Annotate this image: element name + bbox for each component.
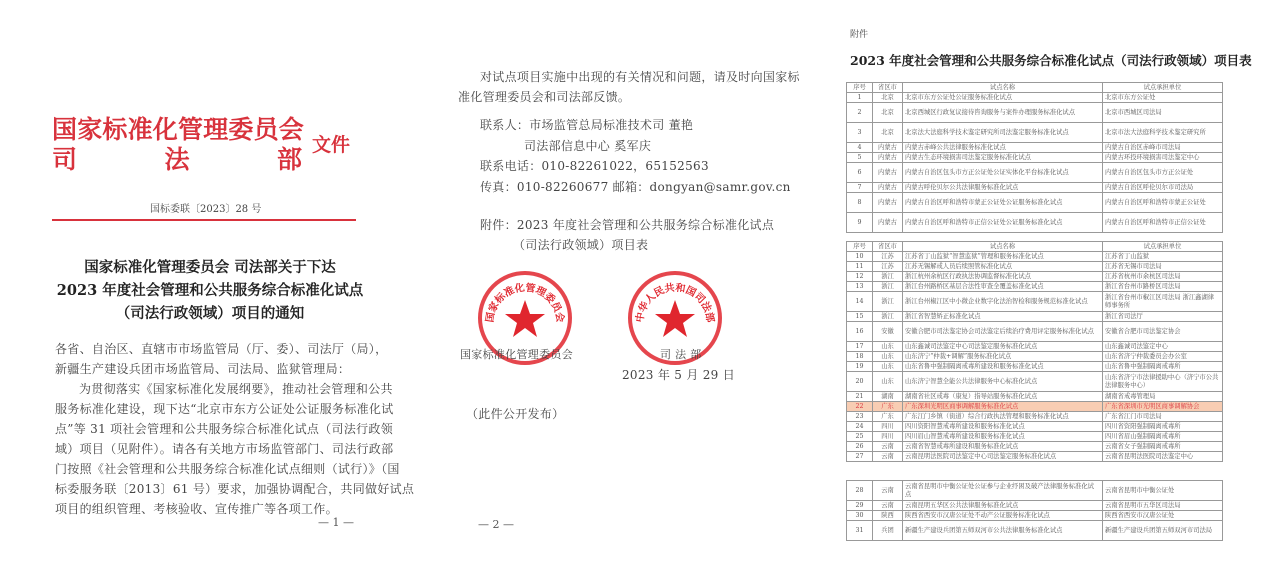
- undertaking-unit-cell: 四川省眉山强制隔离戒毒所: [1103, 432, 1223, 442]
- row-number: 10: [847, 252, 873, 262]
- province-cell: 云南: [873, 501, 903, 511]
- undertaking-unit-cell: 云南省昆明市中衡公证处: [1103, 481, 1223, 501]
- table-header-row: [847, 83, 1223, 93]
- svg-text:中华人民共和国司法部: 中华人民共和国司法部: [634, 282, 716, 324]
- province-cell: 内蒙古: [873, 153, 903, 163]
- project-name-cell: 云南省智慧戒毒所建设和服务标准化试点: [903, 442, 1103, 452]
- column-header: 试点承担单位: [1103, 242, 1223, 252]
- undertaking-unit-cell: 内蒙古自治区呼和浩特市正信公证处: [1103, 213, 1223, 233]
- project-name-cell: 内蒙古生态环境损害司法鉴定服务标准化试点: [903, 153, 1103, 163]
- table-row: [847, 282, 1223, 292]
- row-number: 4: [847, 143, 873, 153]
- province-cell: 北京: [873, 93, 903, 103]
- row-number: 5: [847, 153, 873, 163]
- project-name-cell: 内蒙古自治区呼和浩特市正信公证处公证服务标准化试点: [903, 213, 1103, 233]
- table-row: [847, 252, 1223, 262]
- undertaking-unit-cell: 江苏省杭州市余杭区司法局: [1103, 272, 1223, 282]
- attachment-line: 附件：2023 年度社会管理和公共服务综合标准化试点: [480, 218, 775, 232]
- row-number: 9: [847, 213, 873, 233]
- row-number: 8: [847, 193, 873, 213]
- undertaking-unit-cell: 云南省昆明法医院司法鉴定中心: [1103, 452, 1223, 462]
- column-header: 试点名称: [903, 83, 1103, 93]
- project-name-cell: 内蒙古自治区呼和浩特市蒙正公证处公证服务标准化试点: [903, 193, 1103, 213]
- attachment-line: （司法行政领域）项目表: [513, 238, 649, 252]
- province-cell: 浙江: [873, 292, 903, 312]
- undertaking-unit-cell: 山东省鲁中强制隔离戒毒所: [1103, 362, 1223, 372]
- row-number: 13: [847, 282, 873, 292]
- table-row: [847, 103, 1223, 123]
- undertaking-unit-cell: 云南省昆明市五华区司法局: [1103, 501, 1223, 511]
- undertaking-unit-cell: 湖南省戒毒管理局: [1103, 392, 1223, 402]
- table-row: [847, 272, 1223, 282]
- province-cell: 陕西: [873, 511, 903, 521]
- issue-date: 2023 年 5 月 29 日: [622, 368, 736, 382]
- body-line: 为贯彻落实《国家标准化发展纲要》，推动社会管理和公共: [79, 382, 393, 396]
- undertaking-unit-cell: 浙江省台州市椒江区司法局 浙江鑫湖律师事务所: [1103, 292, 1223, 312]
- project-name-cell: 山东省鲁中强制隔离戒毒所建设和服务标准化试点: [903, 362, 1103, 372]
- province-cell: 山东: [873, 342, 903, 352]
- header-char: 法: [164, 145, 190, 174]
- undertaking-unit-cell: 浙江省台州市路桥区司法局: [1103, 282, 1223, 292]
- column-header: 序号: [847, 242, 873, 252]
- phone-line: 联系电话：010-82261022，65152563: [480, 159, 709, 173]
- body-line: 服务标准化建设，现下达“北京市东方公证处公证服务标准化试: [55, 402, 394, 416]
- table-row: [847, 292, 1223, 312]
- project-name-cell: 广东江门乡镇（街道）综合行政执法管理和服务标准化试点: [903, 412, 1103, 422]
- province-cell: 广东: [873, 402, 903, 412]
- project-name-cell: 北京西城区行政复议接待咨询服务与案件办理服务标准化试点: [903, 103, 1103, 123]
- project-name-cell: 安徽合肥市司法鉴定协会司法鉴定后续治疗费用评定服务标准化试点: [903, 322, 1103, 342]
- row-number: 29: [847, 501, 873, 511]
- table-row: [847, 501, 1223, 511]
- province-cell: 内蒙古: [873, 213, 903, 233]
- star-icon: [505, 300, 545, 337]
- table-row: [847, 442, 1223, 452]
- province-cell: 内蒙古: [873, 183, 903, 193]
- star-icon: [655, 300, 695, 337]
- table-row: [847, 521, 1223, 541]
- province-cell: 四川: [873, 432, 903, 442]
- page-number: — 2 —: [478, 518, 514, 531]
- row-number: 18: [847, 352, 873, 362]
- body-line: 域）项目（见附件）。请各有关地方市场监管部门、司法行政部: [55, 442, 394, 456]
- project-name-cell: 山东鑫诚司法鉴定中心司法鉴定服务标准化试点: [903, 342, 1103, 352]
- project-name-cell: 四川眉山智慧戒毒所建设和服务标准化试点: [903, 432, 1103, 442]
- province-cell: 内蒙古: [873, 143, 903, 153]
- project-name-cell: 云南昆明五华区公共法律服务标准化试点: [903, 501, 1103, 511]
- row-number: 26: [847, 442, 873, 452]
- undertaking-unit-cell: 北京市西城区司法局: [1103, 103, 1223, 123]
- project-name-cell: 山东济宁“仲裁+调解”服务标准化试点: [903, 352, 1103, 362]
- fax-email-line: 传真：010-82260677 邮箱：dongyan@samr.gov.cn: [480, 180, 791, 194]
- body-line: 点”等 31 项社会管理和公共服务综合标准化试点（司法行政领: [55, 422, 394, 436]
- province-cell: 江苏: [873, 262, 903, 272]
- province-cell: 兵团: [873, 521, 903, 541]
- province-cell: 云南: [873, 442, 903, 452]
- row-number: 21: [847, 392, 873, 402]
- province-cell: 江苏: [873, 252, 903, 262]
- row-number: 28: [847, 481, 873, 501]
- project-name-cell: 山东济宁智慧全能公共法律服务中心标准化试点: [903, 372, 1103, 392]
- body-line: 准化管理委员会和司法部反馈。: [458, 90, 631, 104]
- table-row: [847, 143, 1223, 153]
- row-number: 3: [847, 123, 873, 143]
- row-number: 20: [847, 372, 873, 392]
- issuer-header-line2: [52, 140, 302, 176]
- row-number: 25: [847, 432, 873, 442]
- project-name-cell: 云南昆明法医院司法鉴定中心司法鉴定服务标准化试点: [903, 452, 1103, 462]
- table-row: [847, 402, 1223, 412]
- undertaking-unit-cell: 山东省济宁市法律援助中心（济宁市公共法律服务中心）: [1103, 372, 1223, 392]
- province-cell: 云南: [873, 452, 903, 462]
- attachment-label: 附件: [850, 30, 869, 40]
- table-row: [847, 362, 1223, 372]
- project-name-cell: 江苏无锡解戒人员后续照管标准化试点: [903, 262, 1103, 272]
- header-suffix: 文件: [312, 134, 351, 156]
- undertaking-unit-cell: 内蒙古自治区赤峰市司法局: [1103, 143, 1223, 153]
- undertaking-unit-cell: 内蒙古自治区呼和浩特市蒙正公证处: [1103, 193, 1223, 213]
- undertaking-unit-cell: 广东省江门市司法局: [1103, 412, 1223, 422]
- row-number: 16: [847, 322, 873, 342]
- undertaking-unit-cell: 内蒙古自治区包头市方正公证处: [1103, 163, 1223, 183]
- signer-sac: 国家标准化管理委员会: [460, 348, 573, 361]
- column-header: 省区市: [873, 83, 903, 93]
- row-number: 15: [847, 312, 873, 322]
- undertaking-unit-cell: 北京市东方公证处: [1103, 93, 1223, 103]
- table-row: [847, 93, 1223, 103]
- province-cell: 山东: [873, 362, 903, 372]
- row-number: 7: [847, 183, 873, 193]
- table-row: [847, 352, 1223, 362]
- body-line: 标委服务联〔2013〕61 号）要求，加强协调配合，共同做好试点: [55, 482, 415, 496]
- project-name-cell: 内蒙古自治区包头市方正公证处公证实体化平台标准化试点: [903, 163, 1103, 183]
- contact-line: 联系人：市场监管总局标准技术司 董艳: [480, 118, 694, 132]
- province-cell: 广东: [873, 412, 903, 422]
- table-row: [847, 481, 1223, 501]
- project-name-cell: 广东深圳光明区商事调解服务标准化试点: [903, 402, 1103, 412]
- attachment-title: 2023 年度社会管理和公共服务综合标准化试点（司法行政领域）项目表: [850, 53, 1252, 68]
- row-number: 24: [847, 422, 873, 432]
- table-row: [847, 432, 1223, 442]
- province-cell: 内蒙古: [873, 193, 903, 213]
- publication-note: （此件公开发布）: [466, 407, 565, 421]
- project-name-cell: 云南省昆明市中衡公证处公证参与企业纾困及破产法律服务标准化试点: [903, 481, 1103, 501]
- document-title-line: 国家标准化管理委员会 司法部关于下达: [84, 259, 336, 276]
- province-cell: 四川: [873, 422, 903, 432]
- province-cell: 山东: [873, 352, 903, 362]
- table-row: [847, 193, 1223, 213]
- province-cell: 浙江: [873, 272, 903, 282]
- pilot-project-table: [846, 241, 1223, 462]
- undertaking-unit-cell: 内蒙古自治区呼伦贝尔市司法局: [1103, 183, 1223, 193]
- table-row: [847, 412, 1223, 422]
- province-cell: 浙江: [873, 282, 903, 292]
- column-header: 试点名称: [903, 242, 1103, 252]
- row-number: 14: [847, 292, 873, 312]
- province-cell: 云南: [873, 481, 903, 501]
- undertaking-unit-cell: 浙江省司法厅: [1103, 312, 1223, 322]
- row-number: 6: [847, 163, 873, 183]
- undertaking-unit-cell: 江苏省无锡市司法局: [1103, 262, 1223, 272]
- document-number: 国标委联〔2023〕28 号: [150, 204, 262, 215]
- contact-line: 司法部信息中心 奚军庆: [524, 139, 652, 153]
- table-row: [847, 213, 1223, 233]
- table-header-row: [847, 242, 1223, 252]
- column-header: 试点承担单位: [1103, 83, 1223, 93]
- table-row: [847, 392, 1223, 402]
- project-name-cell: 浙江台州椒江区中小微企业数字化法治智检和服务规范标准化试点: [903, 292, 1103, 312]
- body-line: 项目的组织管理、考核验收、宣传推广等各项工作。: [55, 502, 338, 516]
- table-row: [847, 322, 1223, 342]
- project-name-cell: 江苏省丁山监狱“智慧监狱”管理和服务标准化试点: [903, 252, 1103, 262]
- row-number: 11: [847, 262, 873, 272]
- project-name-cell: 北京市东方公证处公证服务标准化试点: [903, 93, 1103, 103]
- project-name-cell: 内蒙古呼伦贝尔公共法律服务标准化试点: [903, 183, 1103, 193]
- row-number: 27: [847, 452, 873, 462]
- project-name-cell: 陕西省西安市汉唐公证处不动产公证服务标准化试点: [903, 511, 1103, 521]
- body-line: 新疆生产建设兵团市场监管局、司法局、监狱管理局：: [55, 362, 351, 376]
- undertaking-unit-cell: 江苏省丁山监狱: [1103, 252, 1223, 262]
- row-number: 12: [847, 272, 873, 282]
- undertaking-unit-cell: 广东省深圳市光明区商事调解协会: [1103, 402, 1223, 412]
- undertaking-unit-cell: 北京市法大法庭科学技术鉴定研究所: [1103, 123, 1223, 143]
- table-row: [847, 511, 1223, 521]
- row-number: 23: [847, 412, 873, 422]
- table-row: [847, 262, 1223, 272]
- project-name-cell: 新疆生产建设兵团第五师双河市公共法律服务标准化试点: [903, 521, 1103, 541]
- province-cell: 内蒙古: [873, 163, 903, 183]
- body-line: 对试点项目实施中出现的有关情况和问题，请及时向国家标: [480, 70, 800, 84]
- table-row: [847, 153, 1223, 163]
- project-name-cell: 四川资阳智慧戒毒所建设和服务标准化试点: [903, 422, 1103, 432]
- table-row: [847, 422, 1223, 432]
- pilot-project-table: [846, 82, 1223, 233]
- undertaking-unit-cell: 云南省女子强制隔离戒毒所: [1103, 442, 1223, 452]
- undertaking-unit-cell: 陕西省西安市汉唐公证处: [1103, 511, 1223, 521]
- column-header: 省区市: [873, 242, 903, 252]
- signer-moj: 司 法 部: [660, 348, 702, 361]
- undertaking-unit-cell: 四川省资阳强制隔离戒毒所: [1103, 422, 1223, 432]
- project-name-cell: 浙江杭州余杭区行政执法协调监督标准化试点: [903, 272, 1103, 282]
- province-cell: 湖南: [873, 392, 903, 402]
- red-divider: [52, 219, 356, 221]
- body-line: 门按照《社会管理和公共服务综合标准化试点细则（试行）》（国: [55, 462, 400, 476]
- table-row: [847, 312, 1223, 322]
- column-header: 序号: [847, 83, 873, 93]
- province-cell: 山东: [873, 372, 903, 392]
- header-char: 部: [276, 145, 302, 174]
- undertaking-unit-cell: 山东鑫诚司法鉴定中心: [1103, 342, 1223, 352]
- undertaking-unit-cell: 内蒙古环投环境损害司法鉴定中心: [1103, 153, 1223, 163]
- table-row: [847, 452, 1223, 462]
- project-name-cell: 浙江省智慧矫正标准化试点: [903, 312, 1103, 322]
- document-title-line: （司法行政领域）项目的通知: [115, 305, 305, 322]
- undertaking-unit-cell: 安徽省合肥市司法鉴定协会: [1103, 322, 1223, 342]
- page-number: — 1 —: [318, 516, 354, 529]
- undertaking-unit-cell: 新疆生产建设兵团第五师双河市司法局: [1103, 521, 1223, 541]
- row-number: 19: [847, 362, 873, 372]
- issuer-header-line1: 国家标准化管理委员会: [52, 115, 305, 144]
- document-title-line: 2023 年度社会管理和公共服务综合标准化试点: [56, 282, 364, 299]
- project-name-cell: 内蒙古赤峰公共法律服务标准化试点: [903, 143, 1103, 153]
- body-line: 各省、自治区、直辖市市场监管局（厅、委）、司法厅（局），: [55, 342, 388, 356]
- table-row: [847, 342, 1223, 352]
- undertaking-unit-cell: 山东省济宁仲裁委员会办公室: [1103, 352, 1223, 362]
- row-number: 17: [847, 342, 873, 352]
- project-name-cell: 湖南省社区戒毒（康复）指导站服务标准化试点: [903, 392, 1103, 402]
- table-row: [847, 372, 1223, 392]
- row-number: 1: [847, 93, 873, 103]
- table-row: [847, 183, 1223, 193]
- project-name-cell: 北京法大法庭科学技术鉴定研究所司法鉴定服务标准化试点: [903, 123, 1103, 143]
- header-char: 司: [52, 145, 78, 174]
- row-number: 2: [847, 103, 873, 123]
- pilot-project-table: [846, 480, 1223, 541]
- row-number: 22: [847, 402, 873, 412]
- svg-text:国家标准化管理委员会: 国家标准化管理委员会: [484, 282, 566, 324]
- province-cell: 浙江: [873, 312, 903, 322]
- table-row: [847, 123, 1223, 143]
- province-cell: 北京: [873, 103, 903, 123]
- project-name-cell: 浙江台州路桥区基层合法性审查全覆盖标准化试点: [903, 282, 1103, 292]
- province-cell: 安徽: [873, 322, 903, 342]
- row-number: 30: [847, 511, 873, 521]
- table-row: [847, 163, 1223, 183]
- row-number: 31: [847, 521, 873, 541]
- province-cell: 北京: [873, 123, 903, 143]
